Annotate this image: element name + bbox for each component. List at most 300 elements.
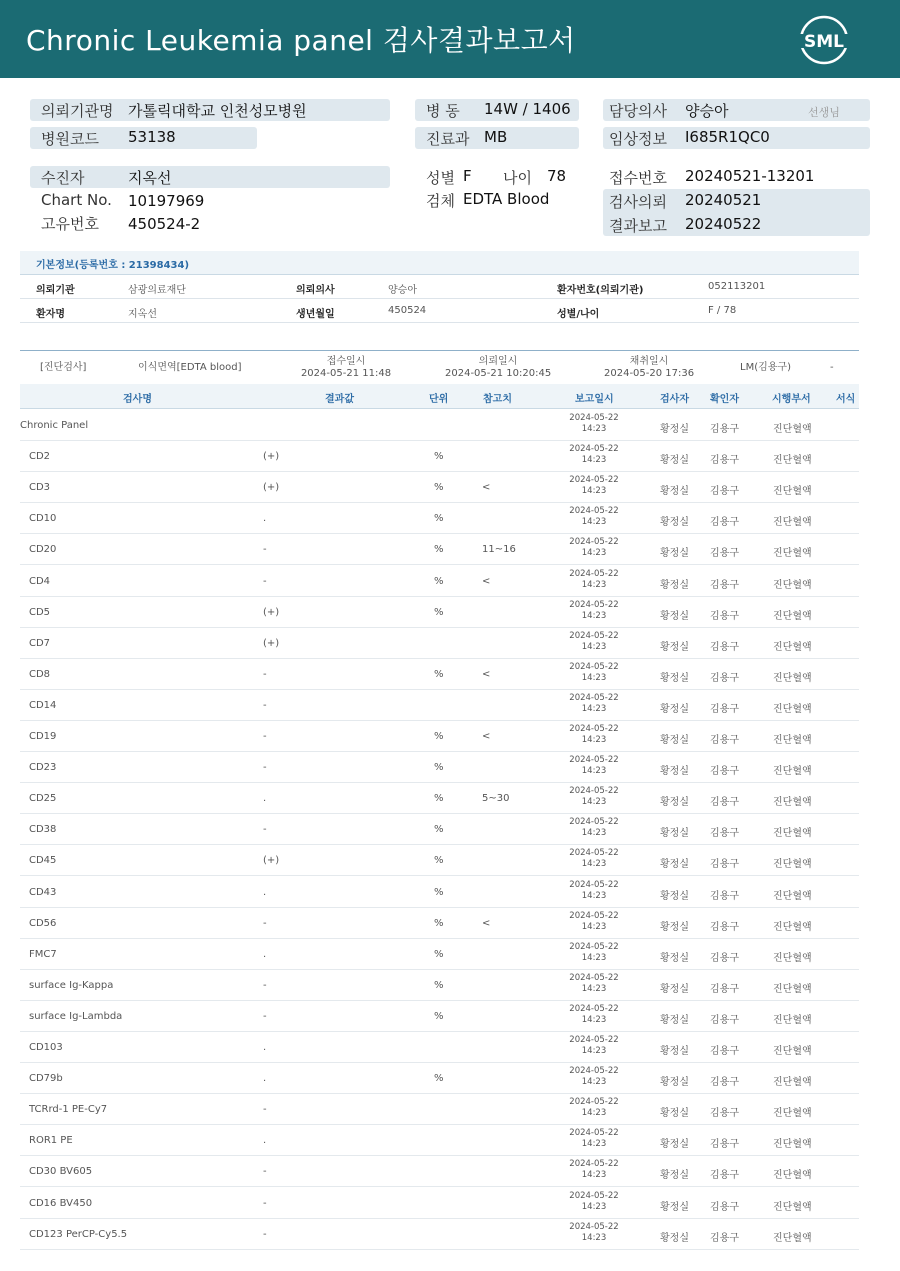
- result-cell: .: [263, 948, 267, 960]
- report-date: 2024-05-22: [569, 1159, 619, 1170]
- test-name-cell: CD103: [29, 1042, 63, 1053]
- tester-cell: 황정실: [660, 859, 689, 871]
- report-date: 2024-05-22: [569, 879, 619, 890]
- tester-cell: 황정실: [660, 766, 689, 778]
- result-cell: (+): [263, 606, 280, 618]
- report-time: 14:23: [581, 641, 607, 652]
- basic-key: 성별/나이: [557, 309, 600, 320]
- report-time: 14:23: [581, 797, 607, 808]
- basic-key: 의뢰기관: [36, 285, 75, 296]
- table-row: [20, 1094, 859, 1125]
- table-row: [20, 1188, 859, 1219]
- report-time: 14:23: [581, 455, 607, 466]
- table-row: [20, 659, 859, 690]
- table-row: [20, 877, 859, 908]
- report-time: 14:23: [581, 983, 607, 994]
- confirmer-cell: 김용구: [710, 859, 739, 871]
- test-name-cell: TCRrd-1 PE-Cy7: [29, 1104, 108, 1116]
- tester-cell: 황정실: [660, 1232, 689, 1244]
- report-date: 2024-05-22: [569, 475, 619, 486]
- report-time-cell: [565, 817, 623, 839]
- result-cell: -: [263, 731, 267, 742]
- result-cell: -: [263, 699, 267, 711]
- tester-cell: 황정실: [660, 548, 689, 560]
- report-time: 14:23: [581, 859, 607, 870]
- department-cell: 진단혈액: [773, 610, 812, 622]
- table-row: [20, 410, 859, 441]
- department-value: MB: [484, 128, 508, 146]
- unit-cell: %: [434, 855, 444, 867]
- report-date: 2024-05-22: [569, 537, 619, 548]
- basic-value: 052113201: [708, 281, 766, 292]
- confirmer-cell: 김용구: [710, 797, 739, 809]
- table-row: [20, 1156, 859, 1187]
- table-row: [20, 1125, 859, 1156]
- institution-label: 의뢰기관명: [41, 102, 114, 120]
- col-header-form: 서식: [836, 394, 856, 405]
- basic-value: 지옥선: [128, 309, 157, 320]
- test-name-cell: ROR1 PE: [29, 1135, 73, 1147]
- table-row: [20, 441, 859, 472]
- unit-cell: %: [434, 979, 444, 991]
- department-cell: 진단혈액: [773, 983, 812, 995]
- confirmer-cell: 김용구: [710, 921, 739, 933]
- tester-cell: 황정실: [660, 610, 689, 622]
- report-date: 2024-05-22: [569, 630, 619, 641]
- result-cell: -: [263, 1228, 267, 1240]
- report-time: 14:23: [581, 1014, 607, 1025]
- confirmer-cell: 김용구: [710, 766, 739, 778]
- basic-value: F / 78: [708, 305, 737, 316]
- report-date: 2024-05-22: [569, 1003, 619, 1014]
- patient-value: 지옥선: [128, 169, 172, 187]
- confirmer-cell: 김용구: [710, 517, 739, 529]
- report-time: 14:23: [581, 1232, 607, 1243]
- report-time: 14:23: [581, 610, 607, 621]
- department-cell: 진단혈액: [773, 579, 812, 591]
- diag-request-value: 2024-05-21 10:20:45: [445, 368, 552, 379]
- basic-key: 환자번호(의뢰기관): [557, 285, 644, 296]
- unit-cell: %: [434, 575, 444, 587]
- report-date: 2024-05-22: [569, 848, 619, 859]
- reference-cell: <: [482, 668, 491, 680]
- chart-no-value: 10197969: [128, 192, 205, 210]
- confirmer-cell: 김용구: [710, 828, 739, 840]
- result-cell: .: [263, 886, 267, 898]
- report-date: 2024-05-22: [569, 786, 619, 797]
- report-date: 2024-05-22: [569, 910, 619, 921]
- table-row: [20, 503, 859, 534]
- report-time-cell: [565, 1004, 623, 1026]
- tester-cell: 황정실: [660, 1046, 689, 1057]
- diag-request-label: 의뢰일시: [478, 356, 518, 367]
- test-name-cell: CD8: [29, 668, 51, 680]
- report-date: 2024-05-22: [569, 413, 619, 423]
- reference-cell: 11~16: [482, 544, 516, 556]
- test-name-cell: CD123 PerCP-Cy5.5: [29, 1228, 128, 1240]
- basic-info-title: 기본정보(등록번호 : 21398434): [36, 260, 190, 271]
- tester-cell: 황정실: [660, 579, 689, 591]
- report-time-cell: [565, 724, 623, 746]
- table-row: [20, 534, 859, 565]
- report-time: 14:23: [581, 1139, 607, 1150]
- diag-collect: [604, 356, 694, 380]
- test-name-cell: CD45: [29, 855, 57, 867]
- department-label: 진료과: [426, 130, 470, 148]
- receipt-no-value: 20240521-13201: [685, 167, 815, 185]
- department-cell: 진단혈액: [773, 1046, 812, 1057]
- col-header-unit: 단위: [429, 394, 449, 405]
- unit-cell: %: [434, 824, 444, 836]
- table-row: [20, 752, 859, 783]
- confirmer-cell: 김용구: [710, 1170, 739, 1182]
- department-cell: 진단혈액: [773, 1170, 812, 1182]
- report-time-cell: [565, 973, 623, 995]
- result-cell: .: [263, 793, 267, 805]
- doctor-label: 담당의사: [609, 102, 667, 120]
- reference-cell: <: [482, 575, 491, 587]
- tester-cell: 황정실: [660, 672, 689, 684]
- report-date: 2024-05-22: [569, 1128, 619, 1139]
- department-cell: 진단혈액: [773, 735, 812, 746]
- diag-request: [445, 356, 551, 380]
- report-date: 2024-05-22: [569, 568, 619, 579]
- unit-cell: %: [434, 793, 444, 805]
- table-row: [20, 845, 859, 876]
- report-date: 2024-05-22: [569, 661, 619, 672]
- unit-cell: %: [434, 917, 444, 929]
- unit-cell: %: [434, 544, 444, 556]
- diag-receipt-label: 접수일시: [326, 356, 366, 367]
- report-date: 2024-05-22: [569, 724, 619, 734]
- confirmer-cell: 김용구: [710, 952, 739, 964]
- confirmer-cell: 김용구: [710, 610, 739, 622]
- report-date: 2024-05-22: [569, 506, 619, 517]
- report-time: 14:23: [581, 828, 607, 839]
- confirmer-cell: 김용구: [710, 579, 739, 591]
- department-cell: 진단혈액: [773, 1139, 812, 1151]
- tester-cell: 황정실: [660, 983, 689, 995]
- test-name-cell: CD25: [29, 793, 57, 805]
- department-cell: 진단혈액: [773, 517, 812, 529]
- report-date: 2024-05-22: [569, 941, 619, 952]
- result-cell: -: [263, 1166, 267, 1178]
- unit-cell: %: [434, 606, 444, 618]
- institution-value: 가톨릭대학교 인천성모병원: [128, 102, 307, 120]
- diag-category: [진단검사]: [40, 362, 87, 373]
- report-time-cell: [565, 631, 623, 653]
- basic-info-header: [20, 251, 859, 275]
- tester-cell: 황정실: [660, 1108, 689, 1120]
- ward-value: 14W / 1406: [484, 100, 571, 118]
- result-cell: -: [263, 1197, 267, 1209]
- report-time-cell: [565, 569, 623, 591]
- table-row: [20, 908, 859, 939]
- department-cell: 진단혈액: [773, 921, 812, 933]
- test-name-cell: FMC7: [29, 948, 57, 960]
- logo-text: SML: [804, 32, 844, 52]
- result-cell: (+): [263, 855, 280, 867]
- tester-cell: 황정실: [660, 735, 689, 746]
- department-cell: 진단혈액: [773, 890, 812, 902]
- test-name-cell: CD20: [29, 544, 57, 556]
- report-date: 2024-05-22: [569, 692, 619, 703]
- department-cell: 진단혈액: [773, 1108, 812, 1120]
- diagnosis-row: [20, 350, 859, 384]
- result-cell: .: [263, 1042, 267, 1053]
- test-name-cell: surface Ig-Kappa: [29, 979, 114, 991]
- table-row: [20, 566, 859, 597]
- tester-cell: 황정실: [660, 1170, 689, 1182]
- col-header-department: 시행부서: [772, 394, 811, 405]
- result-cell: -: [263, 668, 267, 680]
- department-cell: 진단혈액: [773, 641, 812, 653]
- department-cell: 진단혈액: [773, 672, 812, 684]
- tester-cell: 황정실: [660, 455, 689, 467]
- unit-cell: %: [434, 762, 444, 774]
- department-cell: 진단혈액: [773, 859, 812, 871]
- test-name-cell: CD30 BV605: [29, 1166, 93, 1178]
- report-time: 14:23: [581, 735, 607, 745]
- confirmer-cell: 김용구: [710, 548, 739, 560]
- reference-cell: 5~30: [482, 793, 510, 805]
- report-time: 14:23: [581, 1108, 607, 1119]
- report-time: 14:23: [581, 1201, 607, 1212]
- tester-cell: 황정실: [660, 424, 689, 435]
- table-row: [20, 939, 859, 970]
- department-cell: 진단혈액: [773, 766, 812, 778]
- report-time-cell: [565, 848, 623, 870]
- unit-cell: %: [434, 668, 444, 680]
- doctor-value: 양승아: [685, 102, 729, 120]
- test-name-cell: Chronic Panel: [20, 420, 89, 431]
- department-cell: 진단혈액: [773, 952, 812, 964]
- result-cell: -: [263, 762, 267, 774]
- report-time: 14:23: [581, 1170, 607, 1181]
- report-date: 2024-05-22: [569, 972, 619, 983]
- clinical-info-label: 임상정보: [609, 130, 667, 148]
- test-name-cell: CD4: [29, 575, 51, 587]
- department-cell: 진단혈액: [773, 703, 812, 715]
- confirmer-cell: 김용구: [710, 641, 739, 653]
- tester-cell: 황정실: [660, 921, 689, 933]
- report-time-cell: [565, 1191, 623, 1213]
- result-cell: .: [263, 513, 267, 525]
- test-name-cell: CD2: [29, 451, 51, 463]
- unit-cell: %: [434, 886, 444, 898]
- report-time-cell: [565, 475, 623, 497]
- result-cell: -: [263, 917, 267, 929]
- table-row: [20, 628, 859, 659]
- unit-cell: %: [434, 1010, 444, 1022]
- result-cell: -: [263, 575, 267, 587]
- department-cell: 진단혈액: [773, 1014, 812, 1026]
- report-time-cell: [565, 444, 623, 466]
- report-time-cell: [565, 506, 623, 528]
- tester-cell: 황정실: [660, 1014, 689, 1026]
- tester-cell: 황정실: [660, 890, 689, 902]
- report-time: 14:23: [581, 672, 607, 683]
- report-time-cell: [565, 1159, 623, 1181]
- report-time: 14:23: [581, 1046, 607, 1056]
- report-time-cell: [565, 693, 623, 715]
- col-header-test-name: 검사명: [123, 394, 152, 405]
- confirmer-cell: 김용구: [710, 1201, 739, 1213]
- diag-collect-label: 채취일시: [629, 356, 669, 367]
- col-header-confirmer: 확인자: [710, 394, 739, 405]
- table-row: [20, 597, 859, 628]
- report-time-cell: [565, 755, 623, 777]
- age-value: 78: [547, 167, 567, 185]
- report-time-cell: [565, 662, 623, 684]
- result-cell: -: [263, 1104, 267, 1116]
- report-time: 14:23: [581, 766, 607, 777]
- report-title: Chronic Leukemia panel 검사결과보고서: [26, 24, 576, 57]
- confirmer-cell: 김용구: [710, 890, 739, 902]
- report-time-cell: [565, 537, 623, 559]
- confirmer-cell: 김용구: [710, 983, 739, 995]
- table-row: [20, 472, 859, 503]
- report-time: 14:23: [581, 1077, 607, 1088]
- table-row: [20, 1063, 859, 1094]
- result-cell: (+): [263, 451, 280, 463]
- table-row: [20, 690, 859, 721]
- report-time-cell: [565, 1222, 623, 1244]
- test-name-cell: CD5: [29, 606, 51, 618]
- table-row: [20, 814, 859, 845]
- report-date: 2024-05-22: [569, 1066, 619, 1077]
- department-cell: 진단혈액: [773, 1232, 812, 1244]
- report-date: 2024-05-22: [569, 817, 619, 828]
- age-label: 나이: [503, 169, 532, 187]
- basic-info-row: [20, 299, 859, 323]
- department-cell: 진단혈액: [773, 548, 812, 560]
- report-date: 2024-05-22: [569, 1097, 619, 1108]
- table-row: [20, 1219, 859, 1250]
- unit-cell: %: [434, 513, 444, 525]
- hospital-code-value: 53138: [128, 128, 176, 146]
- sex-label: 성별: [426, 169, 455, 187]
- report-time: 14:23: [581, 703, 607, 714]
- result-cell: .: [263, 1073, 267, 1085]
- test-name-cell: CD7: [29, 637, 51, 649]
- receipt-no-label: 접수번호: [609, 169, 667, 187]
- report-time-cell: [565, 1035, 623, 1057]
- diag-receipt: [296, 356, 396, 380]
- report-time: 14:23: [581, 517, 607, 528]
- tester-cell: 황정실: [660, 517, 689, 529]
- department-cell: 진단혈액: [773, 455, 812, 467]
- tester-cell: 황정실: [660, 1139, 689, 1151]
- test-request-label: 검사의뢰: [609, 193, 667, 211]
- tester-cell: 황정실: [660, 797, 689, 809]
- report-date: 2024-05-22: [569, 1221, 619, 1232]
- report-date: 2024-05-22: [569, 1035, 619, 1045]
- diag-lm: LM(김용구): [740, 362, 791, 373]
- table-row: [20, 1001, 859, 1032]
- table-row: [20, 1032, 859, 1063]
- sml-logo-icon: [798, 14, 850, 66]
- clinical-info-value: I685R1QC0: [685, 128, 770, 146]
- patient-label: 수진자: [41, 169, 85, 187]
- result-cell: -: [263, 824, 267, 836]
- reference-cell: <: [482, 917, 491, 929]
- tester-cell: 황정실: [660, 952, 689, 964]
- table-row: [20, 783, 859, 814]
- report-time-cell: [565, 1128, 623, 1150]
- test-name-cell: CD38: [29, 824, 57, 836]
- report-date: 2024-05-22: [569, 1190, 619, 1201]
- confirmer-cell: 김용구: [710, 486, 739, 498]
- diag-receipt-value: 2024-05-21 11:48: [300, 368, 392, 379]
- report-time: 14:23: [581, 921, 607, 932]
- result-cell: -: [263, 544, 267, 556]
- confirmer-cell: 김용구: [710, 1232, 739, 1244]
- test-name-cell: CD56: [29, 917, 57, 929]
- diag-collect-value: 2024-05-20 17:36: [604, 368, 695, 379]
- sex-value: F: [463, 167, 472, 185]
- doctor-suffix: 선생님: [808, 106, 840, 119]
- confirmer-cell: 김용구: [710, 424, 739, 435]
- department-cell: 진단혈액: [773, 424, 812, 435]
- result-report-value: 20240522: [685, 215, 762, 233]
- test-request-value: 20240521: [685, 191, 762, 209]
- table-row: [20, 721, 859, 752]
- report-time-cell: [565, 1097, 623, 1119]
- test-name-cell: CD43: [29, 886, 57, 898]
- ward-label: 병 동: [426, 102, 460, 120]
- tester-cell: 황정실: [660, 486, 689, 498]
- chart-no-label: Chart No.: [41, 191, 112, 209]
- basic-value: 삼광의료재단: [128, 285, 186, 296]
- test-name-cell: CD16 BV450: [29, 1197, 93, 1209]
- col-header-reference: 참고치: [483, 394, 512, 405]
- result-cell: .: [263, 1135, 267, 1147]
- diag-dash: -: [830, 362, 834, 373]
- tester-cell: 황정실: [660, 703, 689, 715]
- report-time: 14:23: [581, 548, 607, 559]
- report-time: 14:23: [581, 424, 607, 434]
- report-date: 2024-05-22: [569, 599, 619, 610]
- report-time-cell: [565, 1066, 623, 1088]
- report-time: 14:23: [581, 486, 607, 497]
- basic-key: 생년월일: [296, 309, 335, 320]
- report-date: 2024-05-22: [569, 755, 619, 766]
- report-time-cell: [565, 413, 623, 435]
- result-cell: -: [263, 979, 267, 991]
- col-header-tester: 검사자: [660, 394, 689, 405]
- col-header-report-time: 보고일시: [575, 394, 614, 405]
- tester-cell: 황정실: [660, 828, 689, 840]
- confirmer-cell: 김용구: [710, 703, 739, 715]
- department-cell: 진단혈액: [773, 828, 812, 840]
- report-time-cell: [565, 600, 623, 622]
- col-header-result: 결과값: [325, 394, 354, 405]
- confirmer-cell: 김용구: [710, 735, 739, 746]
- unique-no-value: 450524-2: [128, 215, 201, 233]
- unit-cell: %: [434, 1073, 444, 1085]
- tester-cell: 황정실: [660, 1201, 689, 1213]
- department-cell: 진단혈액: [773, 797, 812, 809]
- specimen-value: EDTA Blood: [463, 190, 550, 208]
- basic-value: 450524: [388, 305, 427, 316]
- test-name-cell: CD14: [29, 699, 57, 711]
- confirmer-cell: 김용구: [710, 1014, 739, 1026]
- unit-cell: %: [434, 482, 444, 494]
- test-name-cell: surface Ig-Lambda: [29, 1010, 123, 1022]
- report-time: 14:23: [581, 890, 607, 901]
- diag-specimen: 이식면역[EDTA blood]: [138, 362, 242, 373]
